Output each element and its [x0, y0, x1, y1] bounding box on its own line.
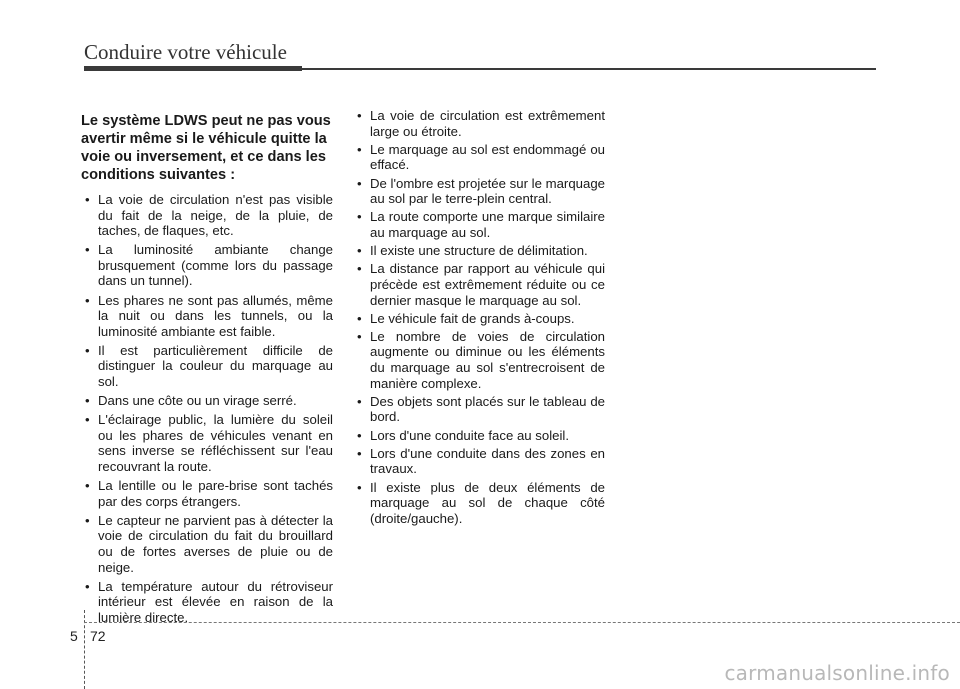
- list-item: [81, 393, 333, 409]
- bullet-icon: •: [85, 342, 90, 358]
- list-item-text: La voie de circulation n'est pas visible du fait de la neige, de la pluie, de taches, de flaques, etc.: [98, 192, 333, 239]
- header-rule-thick: [84, 66, 302, 71]
- list-item: [353, 209, 605, 240]
- bullet-icon: •: [357, 445, 362, 461]
- list-item-text: La voie de circulation est extrêmement large ou étroite.: [370, 108, 605, 139]
- list-item-text: La température autour du rétroviseur intérieur est élevée en raison de la lumière directe.: [98, 578, 333, 625]
- list-item-text: Des objets sont placés sur le tableau de bord.: [370, 393, 605, 425]
- list-item: [81, 478, 333, 509]
- list-item: [353, 446, 605, 477]
- left-column: [81, 108, 333, 629]
- bullet-icon: •: [357, 328, 362, 344]
- bullet-icon: •: [85, 412, 90, 428]
- list-item: [81, 579, 333, 626]
- list-item: [81, 242, 333, 289]
- right-bullet-list: [353, 108, 605, 526]
- list-item-text: Le marquage au sol est endommagé ou effacé.: [370, 141, 605, 173]
- bullet-icon: •: [85, 292, 90, 308]
- list-item: [353, 428, 605, 444]
- list-item-text: Le véhicule fait de grands à-coups.: [370, 310, 575, 326]
- left-bullet-list: [81, 192, 333, 625]
- right-column: [353, 108, 605, 529]
- header-rule-thin: [302, 68, 876, 70]
- bullet-icon: •: [85, 478, 90, 494]
- page-header-title: Conduire votre véhicule: [84, 40, 287, 64]
- list-item: [353, 176, 605, 207]
- bullet-icon: •: [357, 310, 362, 326]
- list-item-text: L'éclairage public, la lumière du soleil ou les phares de véhicules venant en sens inverse se réfléchissent sur l'eau recouvrant la route.: [98, 412, 333, 474]
- watermark: carmanualsonline.info: [724, 661, 950, 685]
- bullet-icon: •: [357, 261, 362, 277]
- list-item-text: La lentille ou le pare-brise sont tachés par des corps étrangers.: [98, 478, 333, 509]
- list-item-text: Lors d'une conduite face au soleil.: [370, 427, 569, 443]
- list-item-text: La distance par rapport au véhicule qui précède est extrêmement réduite ou ce dernier masque le marquage au sol.: [370, 261, 605, 308]
- bullet-icon: •: [85, 192, 90, 207]
- bullet-icon: •: [357, 108, 362, 123]
- list-item-text: Le nombre de voies de circulation augmente ou diminue ou les éléments du marquage au sol s'entrecroisent de manière complexe.: [370, 328, 605, 391]
- bullet-icon: •: [85, 242, 90, 258]
- list-item-text: Dans une côte ou un virage serré.: [98, 393, 297, 409]
- list-item-text: Il existe plus de deux éléments de marquage au sol de chaque côté (droite/gauche).: [370, 479, 605, 526]
- list-item: [353, 311, 605, 327]
- list-item: [353, 243, 605, 259]
- footer-horizontal-rule: [84, 622, 960, 623]
- bullet-icon: •: [85, 512, 90, 528]
- list-item: [81, 192, 333, 239]
- list-item-text: Le capteur ne parvient pas à détecter la voie de circulation du fait du brouillard ou de fortes averses de pluie ou de neige.: [98, 512, 333, 575]
- list-item: [81, 513, 333, 575]
- list-item: [353, 261, 605, 308]
- list-item-text: Les phares ne sont pas allumés, même la nuit ou dans les tunnels, ou la luminosité ambiante est faible.: [98, 292, 333, 339]
- bullet-icon: •: [357, 427, 362, 443]
- list-item: [353, 108, 605, 139]
- page-number: 72: [90, 628, 106, 644]
- list-item: [81, 293, 333, 340]
- list-item: [353, 329, 605, 391]
- bullet-icon: •: [85, 393, 90, 409]
- bullet-icon: •: [357, 175, 362, 191]
- section-heading: Le système LDWS peut ne pas vous avertir même si le véhicule quitte la voie ou inversement, et ce dans les conditions suivantes :: [81, 113, 331, 183]
- bullet-icon: •: [357, 243, 362, 259]
- list-item-text: Il est particulièrement difficile de distinguer la couleur du marquage au sol.: [98, 342, 333, 390]
- list-item-text: Lors d'une conduite dans des zones en travaux.: [370, 445, 605, 477]
- list-item: [353, 394, 605, 425]
- bullet-icon: •: [357, 141, 362, 157]
- list-item-text: La luminosité ambiante change brusquement (comme lors du passage dans un tunnel).: [98, 242, 333, 289]
- list-item: [81, 343, 333, 390]
- list-item: [353, 142, 605, 173]
- bullet-icon: •: [357, 209, 362, 225]
- bullet-icon: •: [357, 479, 362, 495]
- list-item-text: Il existe une structure de délimitation.: [370, 243, 588, 259]
- bullet-icon: •: [357, 393, 362, 409]
- list-item-text: La route comporte une marque similaire au marquage au sol.: [370, 209, 605, 240]
- chapter-number: 5: [70, 628, 78, 644]
- list-item: [353, 480, 605, 527]
- list-item: [81, 412, 333, 474]
- list-item-text: De l'ombre est projetée sur le marquage au sol par le terre-plein central.: [370, 175, 605, 207]
- bullet-icon: •: [85, 578, 90, 594]
